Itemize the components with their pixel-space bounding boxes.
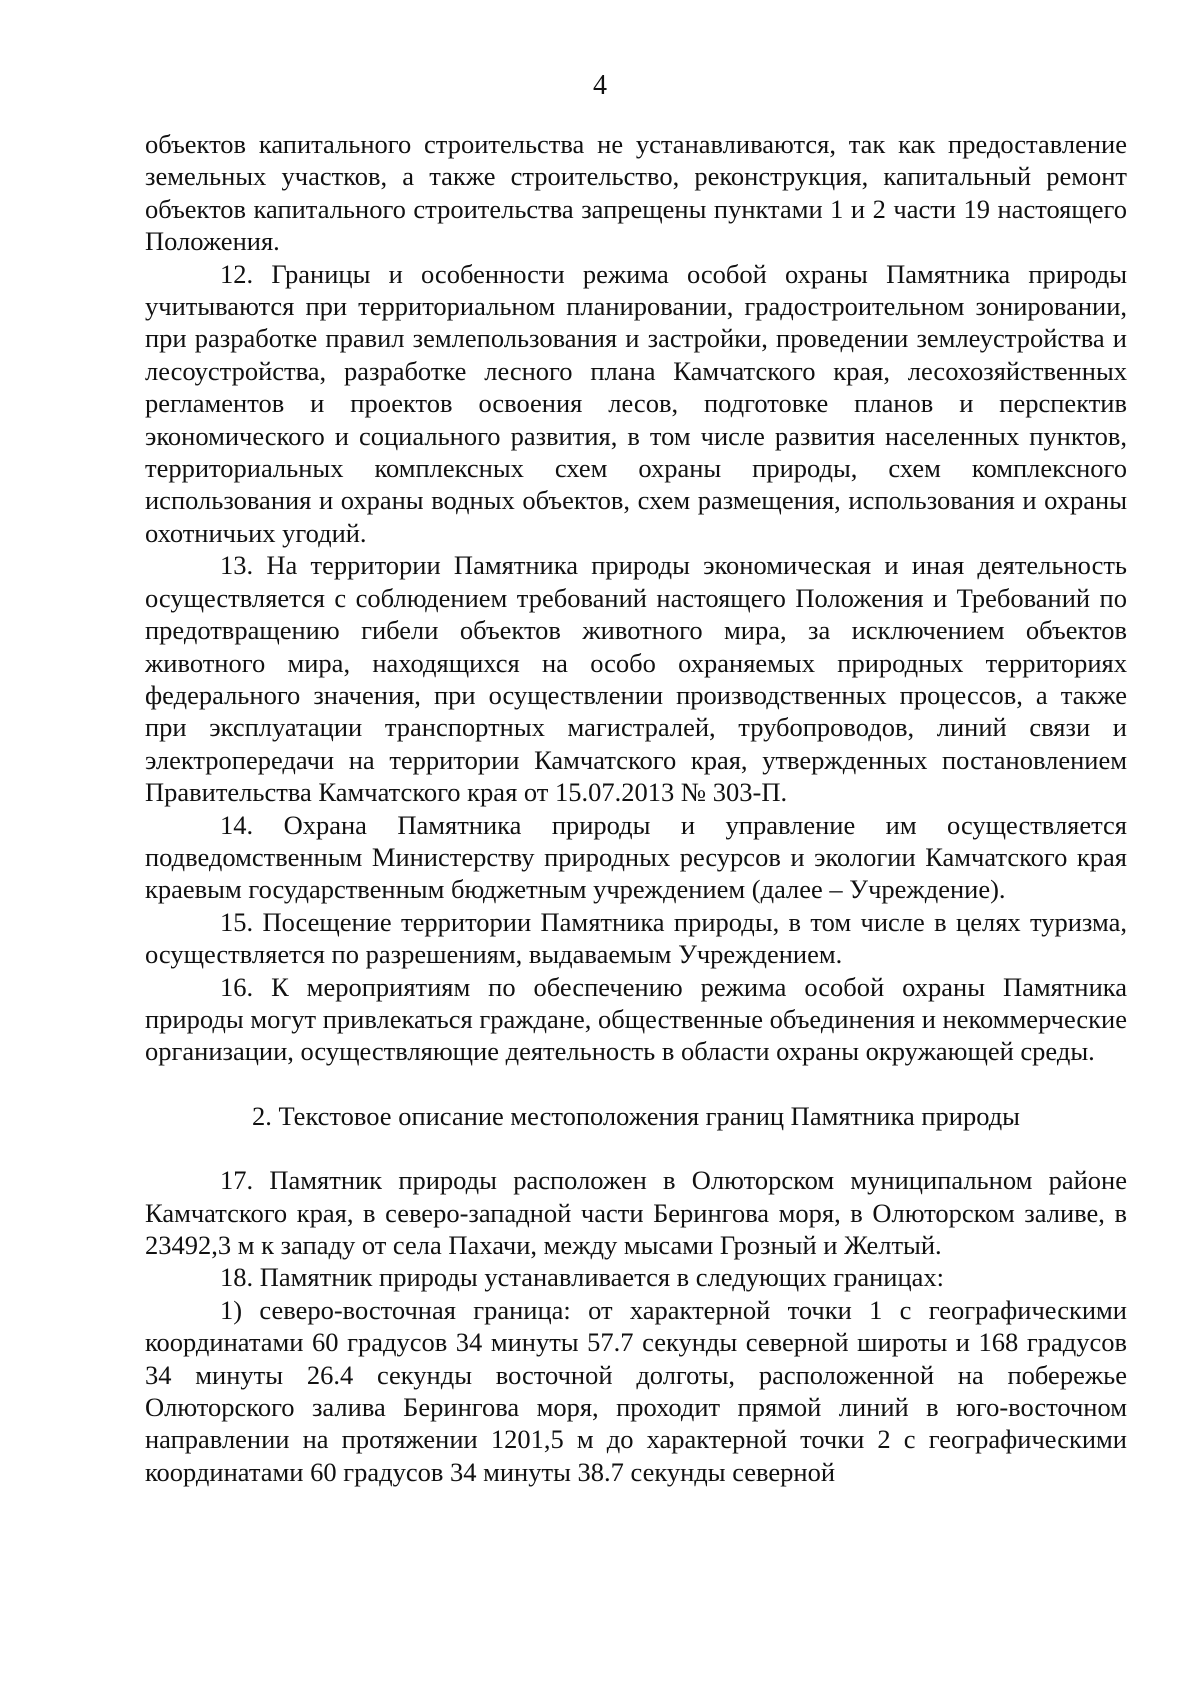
paragraph-18: 18. Памятник природы устанавливается в следующих границах: xyxy=(220,1262,945,1293)
paragraph-14: 14. Охрана Памятника природы и управление им осуществляется подведомственным Министерству природных ресурсов и экологии Камчатского края краевым государственным бюджетным учреждением (далее – Учреждение). xyxy=(145,809,1127,905)
section-heading: 2. Текстовое описание местоположения границ Памятника природы xyxy=(252,1100,1020,1131)
paragraph-15: 15. Посещение территории Памятника природы, в том числе в целях туризма, осуществляется по разрешениям, выдаваемым Учреждением. xyxy=(145,906,1127,970)
spacer xyxy=(145,1132,1127,1164)
paragraph-18-item-1: 1) северо-восточная граница: от характерной точки 1 с географическими координатами 60 градусов 34 минуты 57.7 секунды северной широты и 168 градусов 34 минуты 26.4 секунды восточной долготы, расположенной на побережье Олюторского залива Берингова моря, проходит прямой линий в юго-восточном направлении на протяжении 1201,5 м до характерной точки 2 с географическими координатами 60 градусов 34 минуты 38.7 секунды северной xyxy=(145,1294,1127,1487)
page-number: 4 xyxy=(593,70,607,101)
paragraph-17: 17. Памятник природы расположен в Олюторском муниципальном районе Камчатского края, в северо-западной части Берингова моря, в Олюторском заливе, в 23492,3 м к западу от села Пахачи, между мысами Грозный и Желтый. xyxy=(145,1165,1127,1260)
paragraph-16: 16. К мероприятиям по обеспечению режима особой охраны Памятника природы могут привлекаться граждане, общественные объединения и некоммерческие организации, осуществляющие деятельность в области охраны окружающей среды. xyxy=(145,971,1127,1067)
document-body xyxy=(145,128,1127,1488)
spacer xyxy=(145,1068,1127,1100)
paragraph-12: 12. Границы и особенности режима особой охраны Памятника природы учитываются при территориальном планировании, градостроительном зонировании, при разработке правил землепользования и застройки, проведении землеустройства и лесоустройства, разработке лесного плана Камчатского края, лесохозяйственных регламентов и проектов освоения лесов, подготовке планов и перспектив экономического и социального развития, в том числе развития населенных пунктов, территориальных комплексных схем охраны природы, схем комплексного использования и охраны водных объектов, схем размещения, использования и охраны охотничьих угодий. xyxy=(145,258,1127,548)
paragraph-13: 13. На территории Памятника природы экономическая и иная деятельность осуществляется с соблюдением требований настоящего Положения и Требований по предотвращению гибели объектов животного мира, за исключением объектов животного мира, находящихся на особо охраняемых природных территориях федерального значения, при осуществлении производственных процессов, а также при эксплуатации транспортных магистралей, трубопроводов, линий связи и электропередачи на территории Камчатского края, утвержденных постановлением Правительства Камчатского края от 15.07.2013 № 303-П. xyxy=(145,550,1127,808)
paragraph-continuation: объектов капитального строительства не устанавливаются, так как предоставление земельных участков, а также строительство, реконструкция, капитальный ремонт объектов капитального строительства запрещены пунктами 1 и 2 части 19 настоящего Положения. xyxy=(145,129,1127,257)
